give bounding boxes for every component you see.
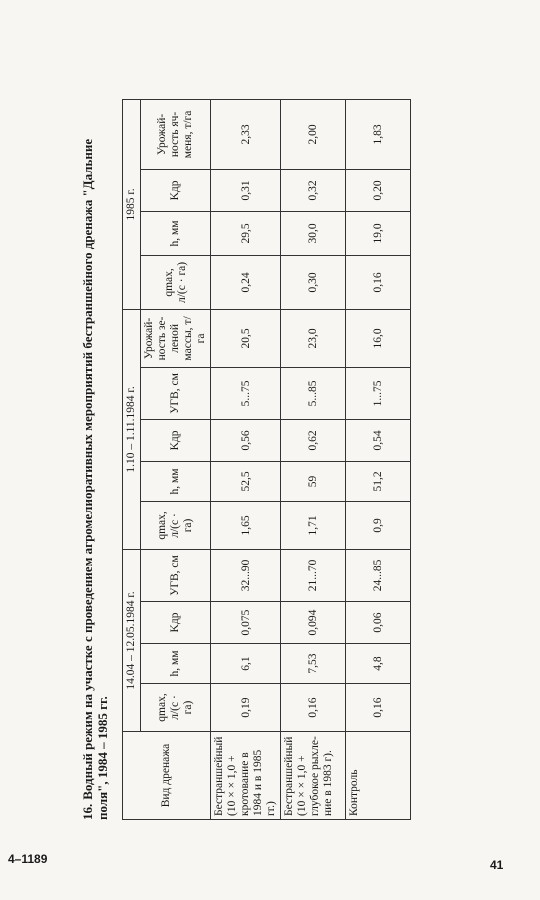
table-cell: 51,2 xyxy=(346,461,411,501)
table-cell: 0,06 xyxy=(346,602,411,644)
table-cell: 0,16 xyxy=(346,255,411,309)
caption-number: 16. xyxy=(80,803,95,820)
header-period-1: 14.04 – 12.05.1984 г. xyxy=(123,549,141,731)
table-cell: 0,31 xyxy=(211,169,281,211)
table-cell: 0,24 xyxy=(211,255,281,309)
page-number: 41 xyxy=(490,858,504,872)
table-cell: 0,20 xyxy=(346,169,411,211)
table-cell: 32...90 xyxy=(211,549,281,601)
table-cell: 21...70 xyxy=(281,549,346,601)
table-cell: 29,5 xyxy=(211,211,281,255)
header-period-2: 1.10 – 1.11.1984 г. xyxy=(123,309,141,549)
table-cell: 20,5 xyxy=(211,309,281,367)
table-cell: 59 xyxy=(281,461,346,501)
table-cell: 24...85 xyxy=(346,549,411,601)
table-cell: 0,32 xyxy=(281,169,346,211)
header-h: h, мм xyxy=(141,461,211,501)
table-cell: 23,0 xyxy=(281,309,346,367)
row-name: Бестраншейный (10 × × 1,0 + кротование в 1984 и в 1985 гг.) xyxy=(211,732,281,820)
table-cell: 1,71 xyxy=(281,501,346,549)
table-row xyxy=(346,99,411,819)
table-row xyxy=(281,99,346,819)
header-kdr: Kдр xyxy=(141,419,211,461)
header-yield-green: Урожайность зеленой массы, т/га xyxy=(141,309,211,367)
table-cell: 0,16 xyxy=(281,684,346,732)
table-cell: 0,9 xyxy=(346,501,411,549)
table-cell: 19,0 xyxy=(346,211,411,255)
header-h: h, мм xyxy=(141,644,211,684)
header-drain-type: Вид дренажа xyxy=(123,732,211,820)
table-cell: 1,83 xyxy=(346,99,411,169)
table-cell: 0,30 xyxy=(281,255,346,309)
header-qmax: qmax, л/(с · га) xyxy=(141,684,211,732)
table-cell: 0,56 xyxy=(211,419,281,461)
header-h: h, мм xyxy=(141,211,211,255)
table-cell: 52,5 xyxy=(211,461,281,501)
water-regime-table xyxy=(122,99,411,820)
signature-mark: 4–1189 xyxy=(8,852,48,866)
table-cell: 5...75 xyxy=(211,367,281,419)
table-cell: 0,62 xyxy=(281,419,346,461)
table-cell: 1...75 xyxy=(346,367,411,419)
table-cell: 0,54 xyxy=(346,419,411,461)
row-name: Бестраншейный (10 × × 1,0 + глубокое рыхление в 1983 г). xyxy=(281,732,346,820)
header-kdr: Kдр xyxy=(141,602,211,644)
table-caption xyxy=(80,100,110,820)
header-kdr: Kдр xyxy=(141,169,211,211)
caption-text: Водный режим на участке с проведением агромелиоративных мероприятий бестраншейного дренажа "Дальние поля", 1984 – 1985 гг. xyxy=(80,138,110,820)
rotated-page xyxy=(60,80,500,840)
table-cell: 7,53 xyxy=(281,644,346,684)
table-cell: 0,094 xyxy=(281,602,346,644)
table-cell: 0,075 xyxy=(211,602,281,644)
table-cell: 5...85 xyxy=(281,367,346,419)
header-yield-barley: Урожайность ячменя, т/га xyxy=(141,99,211,169)
header-qmax: qmax, л/(с · га) xyxy=(141,501,211,549)
table-cell: 0,16 xyxy=(346,684,411,732)
table-cell: 0,19 xyxy=(211,684,281,732)
header-ugv: УГВ, см xyxy=(141,549,211,601)
table-cell: 4,8 xyxy=(346,644,411,684)
table-cell: 2,33 xyxy=(211,99,281,169)
header-ugv: УГВ, см xyxy=(141,367,211,419)
table-cell: 2,00 xyxy=(281,99,346,169)
header-qmax: qmax, л/(с · га) xyxy=(141,255,211,309)
table-cell: 16,0 xyxy=(346,309,411,367)
table-row xyxy=(211,99,281,819)
table-cell: 1,65 xyxy=(211,501,281,549)
row-name: Контроль xyxy=(346,732,411,820)
header-period-3: 1985 г. xyxy=(123,99,141,309)
table-cell: 30,0 xyxy=(281,211,346,255)
table-cell: 6,1 xyxy=(211,644,281,684)
